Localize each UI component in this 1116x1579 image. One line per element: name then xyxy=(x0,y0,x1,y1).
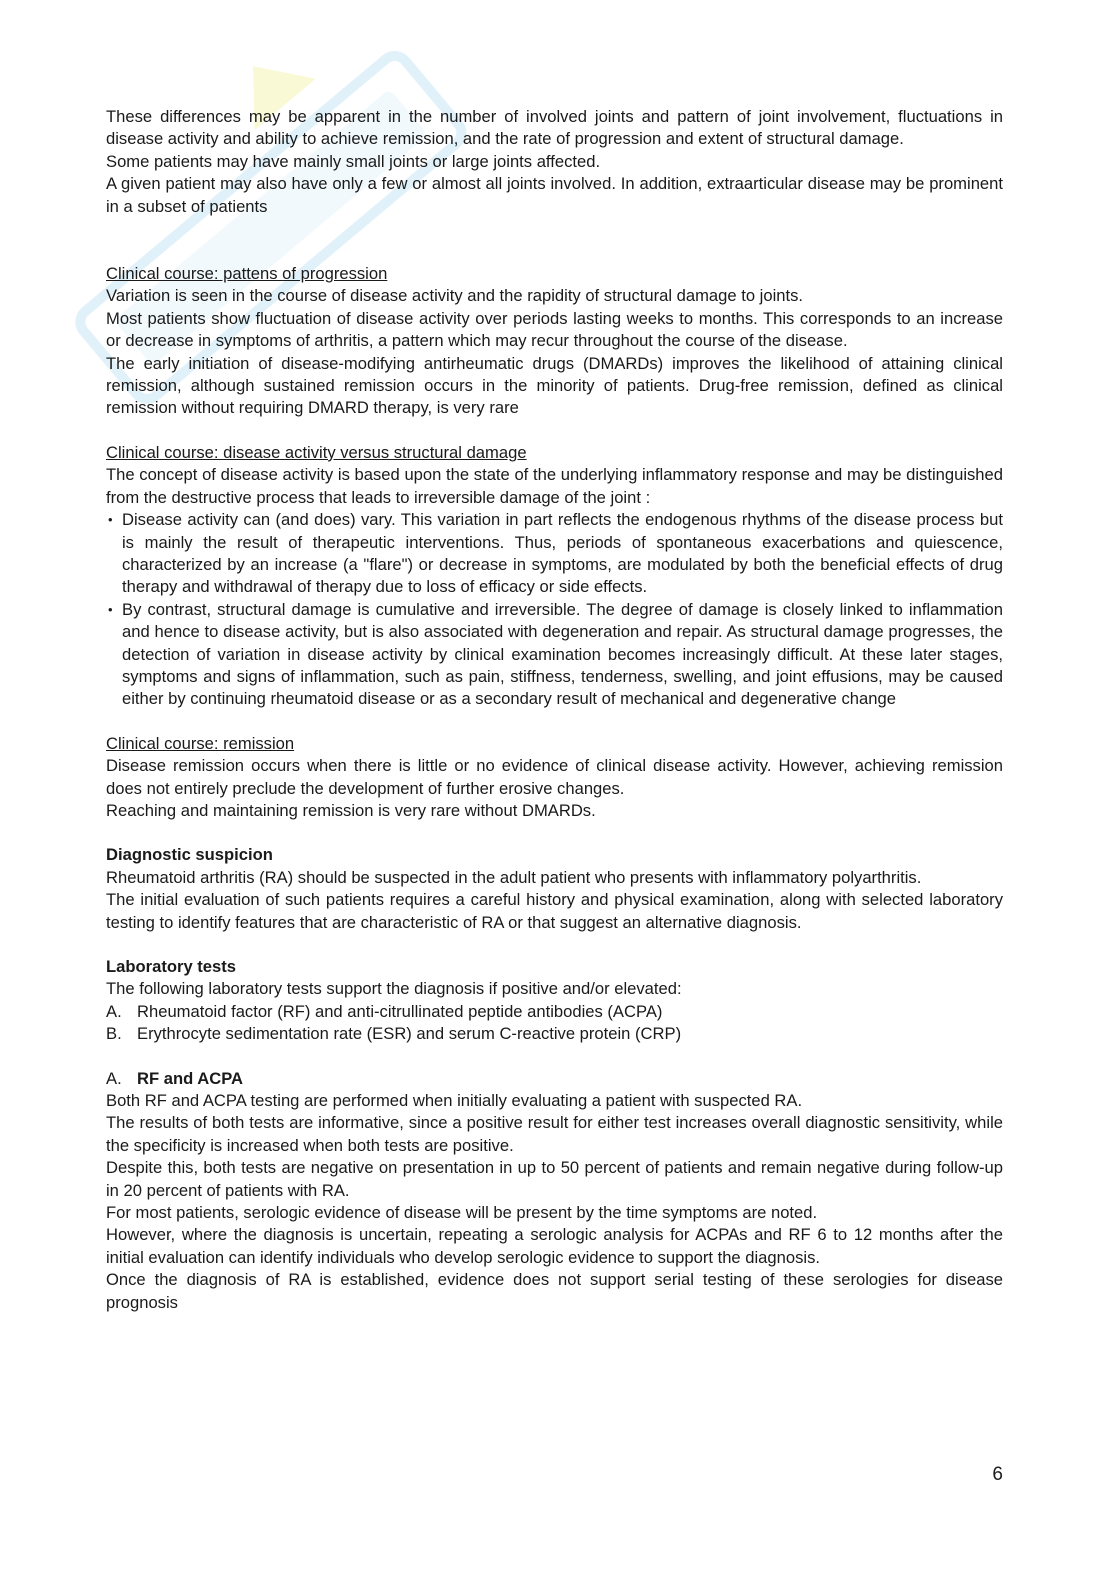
activity-section xyxy=(106,442,1003,711)
intro-paragraph: A given patient may also have only a few or almost all joints involved. In addition, extraarticular disease may be prominent in a subset of patients xyxy=(106,174,1003,216)
remission-section xyxy=(106,733,1003,823)
list-text: Erythrocyte sedimentation rate (ESR) and serum C-reactive protein (CRP) xyxy=(137,1024,682,1044)
section-heading: Clinical course: pattens of progression xyxy=(106,264,388,284)
paragraph: Once the diagnosis of RA is established, evidence does not support serial testing of these serologies for disease prognosis xyxy=(106,1270,1003,1312)
paragraph: The results of both tests are informative, since a positive result for either test increases overall diagnostic sensitivity, while the specificity is increased when both tests are positive. xyxy=(106,1113,1003,1155)
diagnostic-section xyxy=(106,844,1003,934)
list-marker: A. xyxy=(106,1001,122,1021)
section-heading: Clinical course: disease activity versus structural damage xyxy=(106,442,527,462)
list-text: Rheumatoid factor (RF) and anti-citrullinated peptide antibodies (ACPA) xyxy=(137,1001,663,1021)
subsection-heading xyxy=(106,1068,1003,1090)
list-item xyxy=(106,1023,1003,1045)
paragraph: For most patients, serologic evidence of disease will be present by the time symptoms are noted. xyxy=(106,1203,818,1223)
bullet-item: • Disease activity can (and does) vary. This variation in part reflects the endogenous rhythms of the disease process but is mainly the result of therapeutic interventions. Thus, periods of spontaneous exacerbations and quiescence, characterized by an increase (a "flare") or decrease in symptoms, are modulated by both the beneficial effects of drug therapy and withdrawal of therapy due to loss of efficacy or side effects. xyxy=(106,509,1003,599)
paragraph: Both RF and ACPA testing are performed when initially evaluating a patient with suspected RA. xyxy=(106,1091,803,1111)
lab-test-list xyxy=(106,1001,1003,1046)
section-heading: Clinical course: remission xyxy=(106,733,295,753)
paragraph: Variation is seen in the course of disease activity and the rapidity of structural damage to joints. xyxy=(106,286,804,306)
intro-paragraph: These differences may be apparent in the number of involved joints and pattern of joint involvement, fluctuations in disease activity and ability to achieve remission, and the rate of progression and extent of structural damage. xyxy=(106,107,1003,149)
page-number: 6 xyxy=(992,1464,1003,1485)
intro-section xyxy=(106,106,1003,218)
paragraph: However, where the diagnosis is uncertain, repeating a serologic analysis for ACPAs and RF 6 to 12 months after the initial evaluation can identify individuals who develop serologic evidence to support the diagnosis. xyxy=(106,1225,1003,1267)
rf-section xyxy=(106,1068,1003,1314)
paragraph: Reaching and maintaining remission is very rare without DMARDs. xyxy=(106,800,596,820)
intro-paragraph: Some patients may have mainly small joints or large joints affected. xyxy=(106,151,601,171)
section-heading: Laboratory tests xyxy=(106,957,237,976)
section-heading: Diagnostic suspicion xyxy=(106,845,273,865)
paragraph: Despite this, both tests are negative on presentation in up to 50 percent of patients and remain negative during follow-up in 20 percent of patients with RA. xyxy=(106,1158,1003,1200)
list-item xyxy=(106,1001,1003,1023)
bullet-list xyxy=(106,509,1003,711)
paragraph: The concept of disease activity is based upon the state of the underlying inflammatory response and may be distinguished from the destructive process that leads to irreversible damage of the joint : xyxy=(106,465,1003,507)
paragraph: Disease remission occurs when there is little or no evidence of clinical disease activity. However, achieving remission does not entirely preclude the development of further erosive changes. xyxy=(106,756,1003,798)
paragraph: The early initiation of disease-modifying antirheumatic drugs (DMARDs) improves the likelihood of attaining clinical remission, although sustained remission occurs in the minority of patients. Drug-free remission, defined as clinical remission without requiring DMARD therapy, is very rare xyxy=(106,353,1003,418)
bullet-item: • By contrast, structural damage is cumulative and irreversible. The degree of damage is closely linked to inflammation and hence to disease activity, but is also associated with degeneration and repair. As structural damage progresses, the detection of variation in disease activity by clinical examination becomes increasingly difficult. At these later stages, symptoms and signs of inflammation, such as pain, stiffness, tenderness, swelling, and joint effusions, may be caused either by continuing rheumatoid disease or as a secondary result of mechanical and degenerative change xyxy=(106,599,1003,711)
document-page xyxy=(106,106,1003,1314)
paragraph: The initial evaluation of such patients requires a careful history and physical examination, along with selected laboratory testing to identify features that are characteristic of RA or that suggest an alternative diagnosis. xyxy=(106,890,1003,932)
lab-section xyxy=(106,956,1003,1046)
paragraph: The following laboratory tests support the diagnosis if positive and/or elevated: xyxy=(106,979,682,999)
paragraph: Rheumatoid arthritis (RA) should be suspected in the adult patient who presents with inflammatory polyarthritis. xyxy=(106,867,922,887)
list-marker: B. xyxy=(106,1024,122,1044)
subsection-marker: A. xyxy=(106,1068,122,1088)
subsection-title: RF and ACPA xyxy=(137,1068,244,1088)
paragraph: Most patients show fluctuation of disease activity over periods lasting weeks to months. This corresponds to an increase or decrease in symptoms of arthritis, a pattern which may recur throughout the course of the disease. xyxy=(106,308,1003,351)
progression-section xyxy=(106,263,1003,420)
